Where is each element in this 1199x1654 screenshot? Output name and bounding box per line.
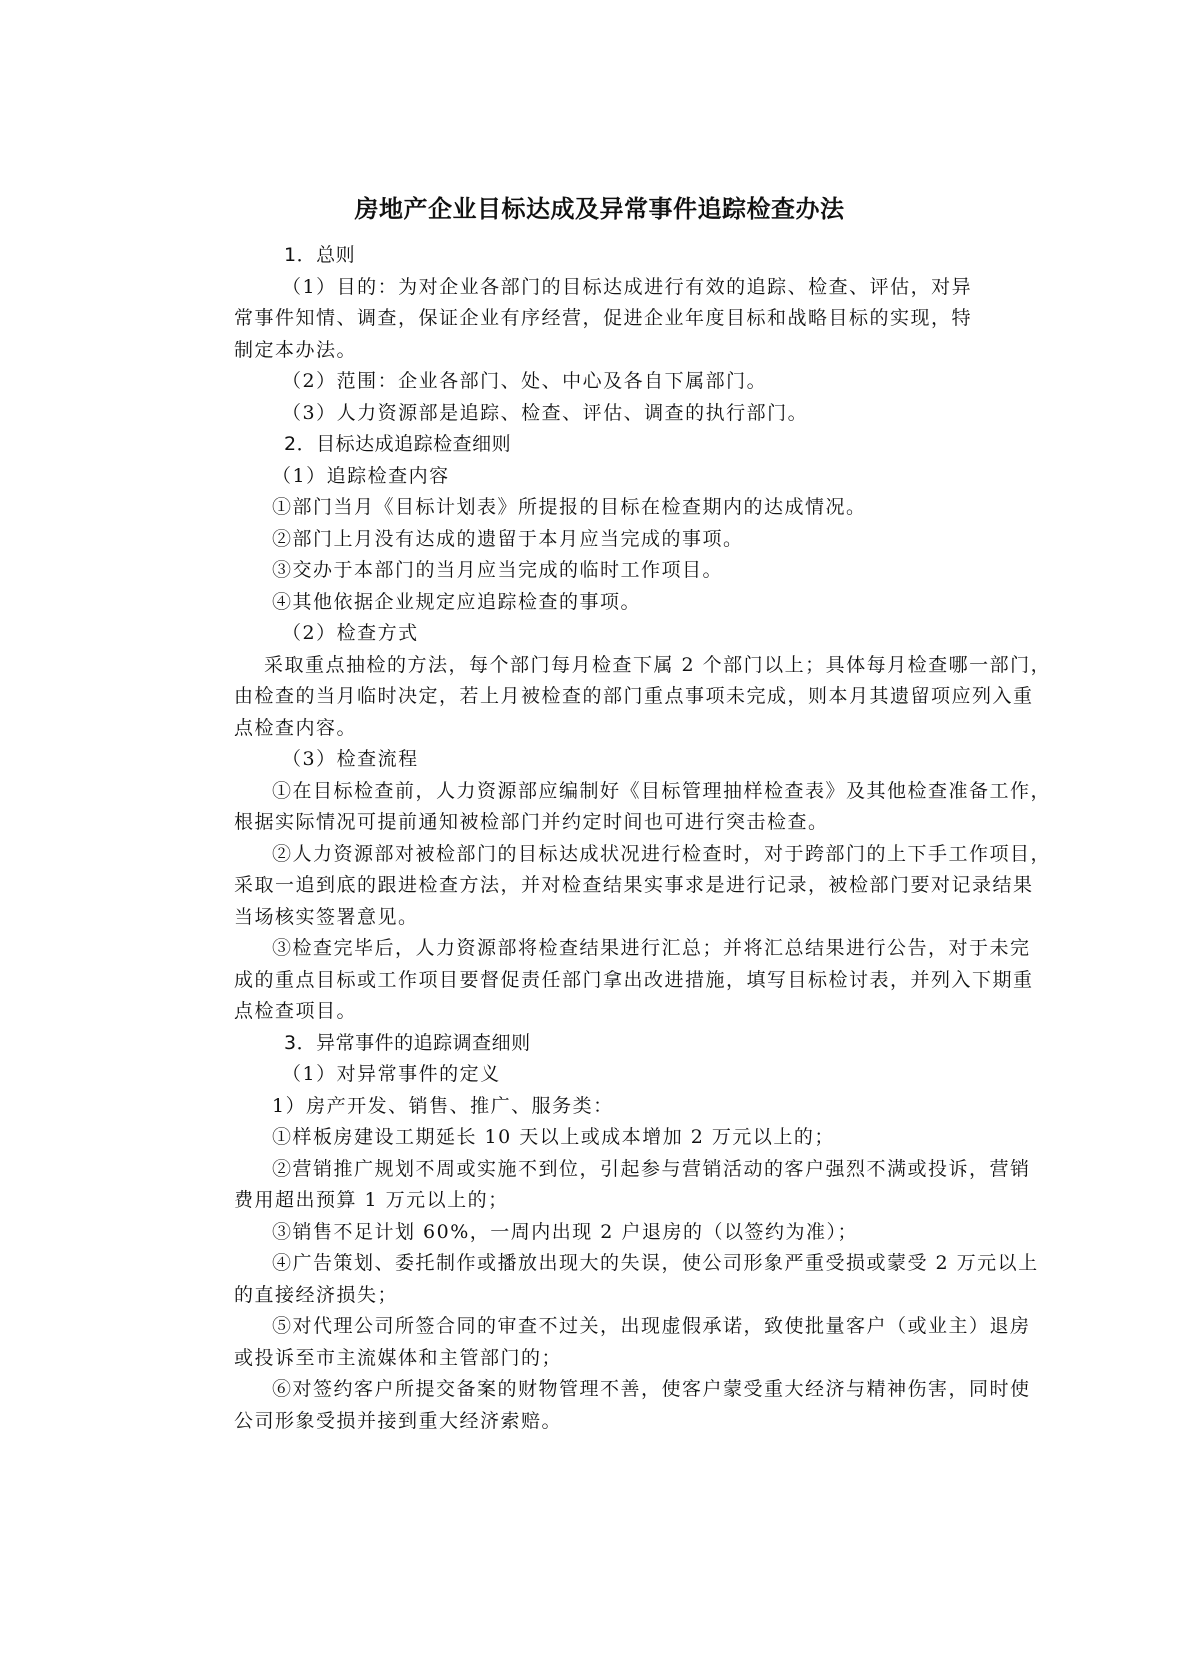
body-text-line: ④广告策划、委托制作或播放出现大的失误，使公司形象严重受损或蒙受 2 万元以上 (272, 1252, 1039, 1274)
body-text-line: ③检查完毕后，人力资源部将检查结果进行汇总；并将汇总结果进行公告，对于未完 (272, 937, 1031, 959)
body-text-line: ①在目标检查前，人力资源部应编制好《目标管理抽样检查表》及其他检查准备工作， (272, 779, 1052, 802)
body-text-line: 或投诉至市主流媒体和主管部门的； (234, 1346, 563, 1369)
body-text-line: （2）检查方式 (282, 622, 419, 644)
body-text-line: 由检查的当月临时决定，若上月被检查的部门重点事项未完成，则本月其遗留项应列入重 (234, 685, 1034, 707)
body-text-line: 1）房产开发、销售、推广、服务类： (272, 1094, 614, 1117)
body-text-line: 当场核实签署意见。 (234, 905, 419, 928)
body-text-line: 制定本办法。 (234, 338, 358, 361)
body-text-line: 采取重点抽检的方法，每个部门每月检查下属 2 个部门以上；具体每月检查哪一部门， (264, 653, 1052, 676)
body-text-line: ②部门上月没有达成的遗留于本月应当完成的事项。 (272, 527, 744, 550)
body-text-line: ⑤对代理公司所签合同的审查不过关，出现虚假承诺，致使批量客户（或业主）退房 (272, 1315, 1031, 1337)
body-text-line: 点检查项目。 (234, 1000, 358, 1022)
body-text-line: ②人力资源部对被检部门的目标达成状况进行检查时，对于跨部门的上下手工作项目， (272, 842, 1052, 865)
section-heading: 2．目标达成追踪检查细则 (284, 433, 512, 455)
section-heading: 3．异常事件的追踪调查细则 (284, 1031, 531, 1054)
body-text-line: 采取一追到底的跟进检查方法，并对检查结果实事求是进行记录，被检部门要对记录结果 (234, 874, 1034, 896)
body-text-line: 的直接经济损失； (234, 1283, 399, 1306)
body-text-line: （1）目的：为对企业各部门的目标达成进行有效的追踪、检查、评估，对异 (282, 275, 973, 298)
body-text-line: ④其他依据企业规定应追踪检查的事项。 (272, 590, 642, 613)
body-text-line: ③销售不足计划 60%，一周内出现 2 户退房的（以签约为准）； (272, 1220, 858, 1243)
body-text-line: 公司形象受损并接到重大经济索赔。 (234, 1409, 563, 1432)
body-text-line: ②营销推广规划不周或实施不到位，引起参与营销活动的客户强烈不满或投诉，营销 (272, 1157, 1031, 1180)
body-text-line: ①样板房建设工期延长 10 天以上或成本增加 2 万元以上的； (272, 1126, 835, 1148)
body-text-line: （1）对异常事件的定义 (282, 1063, 501, 1085)
body-text-line: 根据实际情况可提前通知被检部门并约定时间也可进行突击检查。 (234, 811, 829, 833)
body-text-line: ①部门当月《目标计划表》所提报的目标在检查期内的达成情况。 (272, 496, 867, 518)
body-text-line: （3）人力资源部是追踪、检查、评估、调查的执行部门。 (282, 401, 809, 424)
section-heading: 1．总则 (284, 244, 356, 266)
body-text-line: （1）追踪检查内容 (272, 464, 450, 487)
body-text-line: （2）范围：企业各部门、处、中心及各自下属部门。 (282, 370, 768, 392)
document-title: 房地产企业目标达成及异常事件追踪检查办法 (354, 194, 845, 223)
body-text-line: 成的重点目标或工作项目要督促责任部门拿出改进措施，填写目标检讨表，并列入下期重 (234, 968, 1034, 991)
body-text-line: 常事件知情、调查，保证企业有序经营，促进企业年度目标和战略目标的实现，特 (234, 307, 973, 329)
body-text-line: ③交办于本部门的当月应当完成的临时工作项目。 (272, 559, 724, 581)
body-text-line: 点检查内容。 (234, 716, 358, 739)
body-text-line: 费用超出预算 1 万元以上的； (234, 1189, 509, 1211)
document-body (234, 240, 1074, 1437)
body-text-line: （3）检查流程 (282, 748, 419, 770)
body-text-line: ⑥对签约客户所提交备案的财物管理不善，使客户蒙受重大经济与精神伤害，同时使 (272, 1378, 1031, 1400)
